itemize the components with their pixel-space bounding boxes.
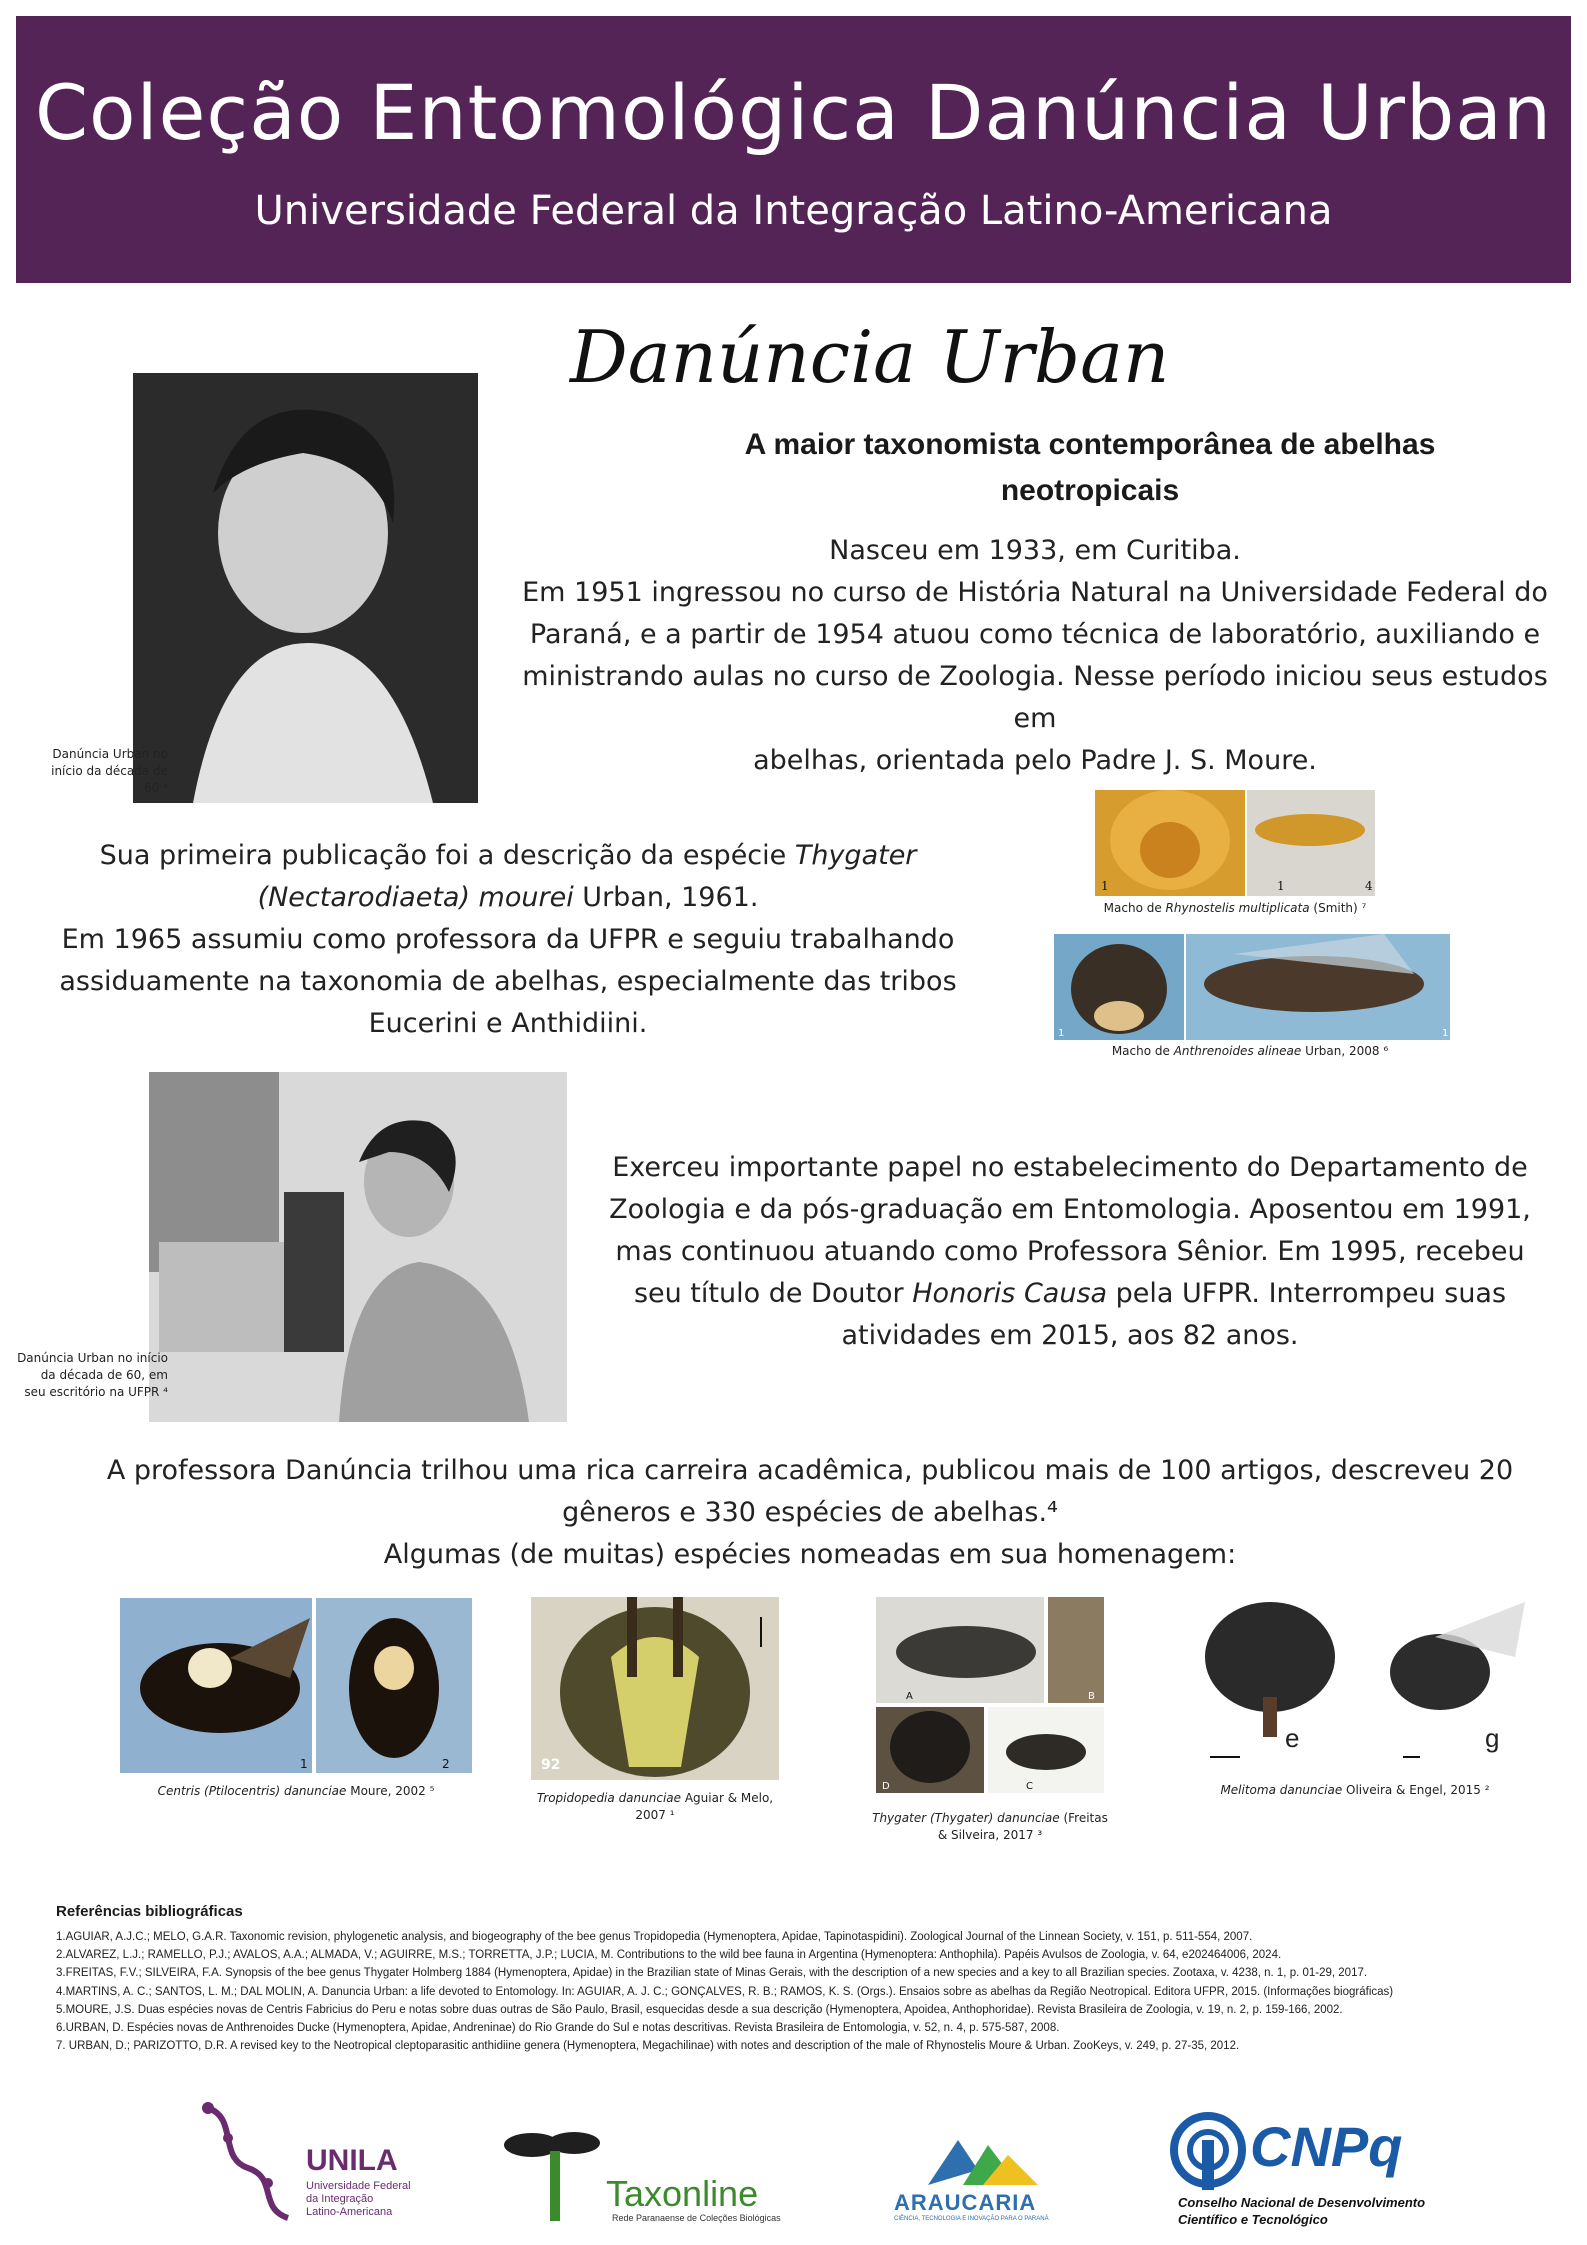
- specimen-caption: Melitoma danunciae Oliveira & Engel, 2015 ²: [1220, 1783, 1490, 1797]
- specimen-caption: Macho de Anthrenoides alineae Urban, 2008 ⁶: [1111, 1044, 1389, 1058]
- svg-text:A: A: [906, 1691, 913, 1702]
- specimen-caption: Thygater (Thygater) danunciae (Freitas & Silveira, 2017 ³: [872, 1811, 1108, 1842]
- svg-text:C: C: [1026, 1781, 1033, 1792]
- specimen-caption: Centris (Ptilocentris) danunciae Moure, 2002 ⁵: [157, 1784, 435, 1798]
- svg-text:1: 1: [1101, 879, 1109, 893]
- svg-text:92: 92: [541, 1757, 561, 1773]
- reference-item: 1.AGUIAR, A.J.C.; MELO, G.A.R. Taxonomic revision, phylogenetic analysis, and biogeography of the bee genus Tropidopedia (Hymenoptera, Apidae, Tapinotaspidini). Zoological Journal of the Linnean Society, v. 151, p. 511-554, 2007.: [56, 1931, 1253, 1943]
- svg-text:4: 4: [1365, 879, 1373, 893]
- svg-text:1: 1: [1442, 1028, 1449, 1039]
- specimen-image-rhynostelis: [1095, 790, 1375, 896]
- specimen-image-melitoma: [1185, 1597, 1525, 1777]
- reference-item: 2.ALVAREZ, L.J.; RAMELLO, P.J.; AVALOS, A.A.; ALMADA, V.; AGUIRRE, M.S.; TORRETTA, J.P.; LUCIA, M. Contributions to the wild bee fauna in Argentina (Hymenoptera: Anthophila). Papéis Avulsos de Zoologia, v. 64, e202464006, 2024.: [56, 1949, 1282, 1962]
- svg-text:1: 1: [1277, 879, 1285, 893]
- reference-item: 4.MARTINS, A. C.; SANTOS, L. M.; DAL MOLIN, A. Danuncia Urban: a life devoted to Entomology. In: AGUIAR, A. J. C.; GONÇALVES, R. B.; RAMOS, K. S. (Orgs.). Ensaios sobre as abelhas da Região Neotropical. Editora UFPR, 2015. (Informações biográficas): [56, 1985, 1394, 1998]
- specimen-image-anthrenoides: [1054, 934, 1450, 1040]
- specimen-caption: Tropidopedia danunciae Aguiar & Melo, 2007 ¹: [536, 1791, 774, 1822]
- biography-paragraph-2: Sua primeira publicação foi a descrição da espécie Thygater (Nectarodiaeta) mourei Urban, 1961. Em 1965 assumiu como professora da UFPR e seguiu trabalhando assiduamente na taxonomia de abelhas, especialmente das tribos Eucerini e Anthidiini.: [59, 840, 957, 1039]
- svg-text:D: D: [882, 1781, 890, 1792]
- page-subtitle: Universidade Federal da Integração Latino-Americana: [254, 188, 1333, 234]
- svg-text:e: e: [1285, 1723, 1300, 1753]
- tagline: A maior taxonomista contemporânea de abelhas neotropicais: [744, 428, 1436, 507]
- svg-text:1: 1: [300, 1757, 308, 1771]
- biography-paragraph-3: Exerceu importante papel no estabelecimento do Departamento de Zoologia e da pós-graduação em Entomologia. Aposentou em 1991, mas continuou atuando como Professora Sênior. Em 1995, recebeu seu título de Doutor Honoris Causa pela UFPR. Interrompeu suas atividades em 2015, aos 82 anos.: [609, 1152, 1531, 1351]
- bio-line: ministrando aulas no curso de Zoologia. Nesse período iniciou seus estudos em: [522, 661, 1548, 734]
- references-list: [56, 1928, 1536, 2055]
- page-title: Coleção Entomológica Danúncia Urban: [34, 68, 1553, 157]
- specimen-image-centris: [120, 1598, 472, 1773]
- photo-caption: Danúncia Urban no início da década de 60 ⁴: [51, 747, 168, 795]
- specimen-image-tropidopedia: [531, 1597, 779, 1780]
- references-title: Referências bibliográficas: [56, 1903, 243, 1920]
- species-intro: Algumas (de muitas) espécies nomeadas em sua homenagem:: [383, 1539, 1237, 1570]
- header-banner: [16, 16, 1571, 283]
- svg-text:B: B: [1088, 1691, 1095, 1702]
- career-summary: A professora Danúncia trilhou uma rica carreira acadêmica, publicou mais de 100 artigos, descreveu 20 gêneros e 330 espécies de abelhas.⁴: [106, 1455, 1514, 1528]
- reference-item: 3.FREITAS, F.V.; SILVEIRA, F.A. Synopsis of the bee genus Thygater Holmberg 1884 (Hymenoptera, Apidae) in the Brazilian state of Minas Gerais, with the description of a new species and a key to all Brazilian species. Zootaxa, v. 4238, n. 1, p. 01-29, 2017.: [56, 1967, 1368, 1980]
- office-photo: [149, 1072, 567, 1422]
- reference-item: 6.URBAN, D. Espécies novas de Anthrenoides Ducke (Hymenoptera, Apidae, Andreninae) do Rio Grande do Sul e notas descritivas. Revista Brasileira de Entomologia, v. 52, n. 4, p. 575-587, 2008.: [56, 2022, 1060, 2035]
- specimen-caption: Macho de Rhynostelis multiplicata (Smith) ⁷: [1103, 901, 1367, 915]
- svg-text:2: 2: [442, 1757, 450, 1771]
- reference-item: 7. URBAN, D.; PARIZOTTO, D.R. A revised key to the Neotropical cleptoparasitic anthidiine genera (Hymenoptera, Megachilinae) with notes and description of the male of Rhynostelis Moure & Urban. ZooKeys, v. 249, p. 27-35, 2012.: [56, 2040, 1240, 2053]
- araucaria-logo: ARAUCARIA CIÊNCIA, TECNOLOGIA E INOVAÇÃO PARA O PARANÁ: [888, 2130, 1068, 2226]
- svg-text:1: 1: [1058, 1028, 1065, 1039]
- signature-text: Danúncia Urban: [570, 315, 1170, 399]
- signature: [560, 282, 1170, 432]
- specimen-image-thygater: [876, 1597, 1104, 1793]
- portrait-photo: [133, 373, 478, 803]
- taxonline-logo: Taxonline Rede Paranaense de Coleções Biológicas: [502, 2125, 792, 2230]
- bio-line: Em 1951 ingressou no curso de História Natural na Universidade Federal do: [522, 577, 1548, 608]
- svg-text:g: g: [1485, 1723, 1500, 1753]
- bio-line: Nasceu em 1933, em Curitiba.: [829, 535, 1241, 566]
- unila-logo: UNILA Universidade Federal da Integração Latino-Americana: [198, 2098, 418, 2223]
- photo-caption: Danúncia Urban no início da década de 60, em seu escritório na UFPR ⁴: [17, 1351, 168, 1399]
- bio-line: Paraná, e a partir de 1954 atuou como técnica de laboratório, auxiliando e: [529, 619, 1541, 650]
- biography-paragraph-1: [510, 530, 1560, 782]
- cnpq-logo: CNPq Conselho Nacional de Desenvolvimento Científico e Tecnológico: [1168, 2110, 1468, 2230]
- reference-item: 5.MOURE, J.S. Duas espécies novas de Centris Fabricius do Peru e notas sobre duas outras de São Paulo, Brasil, esquecidas desde a sua descrição (Hymenoptera, Apoidea, Anthophoridae). Revista Brasileira de Zoologia, v. 19, n. 2, p. 159-166, 2002.: [56, 2003, 1343, 2016]
- bio-line: abelhas, orientada pelo Padre J. S. Moure.: [753, 745, 1317, 776]
